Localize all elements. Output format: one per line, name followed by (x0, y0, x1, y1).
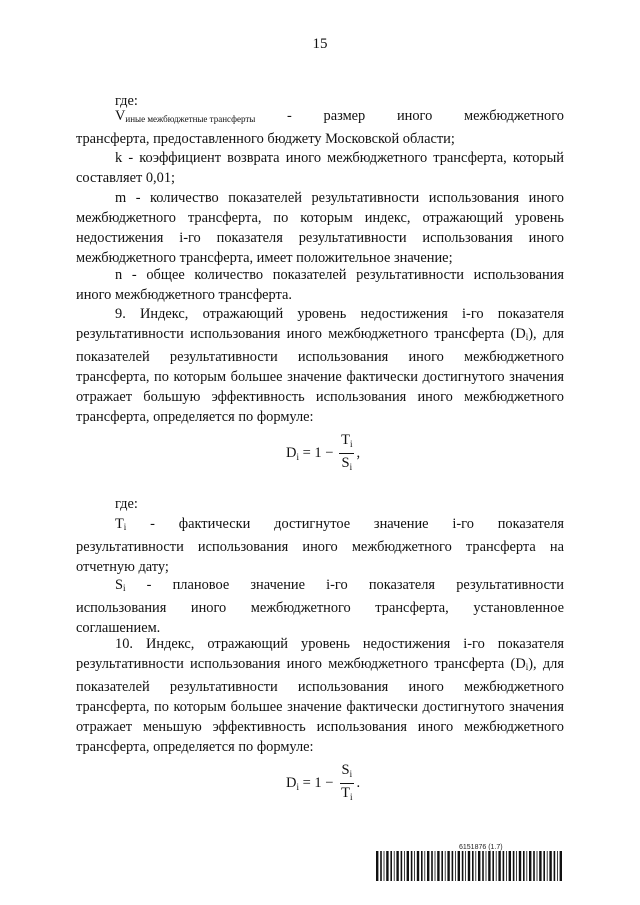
paragraph-10-before: 10. Индекс, отражающий уровень недостижения i-го показателя результативности использования иного межбюджетного трансферта (D (76, 636, 564, 672)
barcode-image (376, 851, 562, 881)
v-dash: - (287, 108, 292, 124)
v-definition-line-2: трансферта, предоставленного бюджету Московской области; (76, 131, 455, 147)
v-subscript: иные межбюджетные трансферты (125, 114, 256, 124)
formula-2-eq: = 1 − (302, 774, 334, 791)
ti-definition-rest: результативности использования иного межбюджетного трансферта на отчетную дату; (76, 539, 564, 575)
n-definition-text: n - общее количество показателей результативности использования иного межбюджетного трансферта. (76, 267, 564, 303)
v-definition (76, 106, 564, 149)
formula-2-num-sub: i (349, 769, 353, 779)
si-word-5: результативности (456, 577, 564, 593)
ti-subscript: i (123, 522, 127, 532)
formula-2-numerator (340, 762, 355, 784)
si-definition (76, 575, 564, 638)
formula-1-den-sub: i (349, 462, 353, 472)
si-word-2: значение (250, 577, 305, 593)
si-subscript: i (123, 583, 126, 593)
v-word-2: иного (396, 108, 433, 124)
formula-1-num-sub: i (349, 439, 353, 449)
formula-1-fraction (339, 432, 354, 475)
formula-1-eq: = 1 − (302, 444, 334, 461)
formula-1 (286, 432, 360, 475)
si-word-3: i-го (326, 577, 348, 593)
si-symbol: S (115, 577, 124, 593)
paragraph-10-text (76, 634, 564, 757)
formula-2 (286, 762, 360, 805)
formula-1-lhs-sub: i (296, 451, 299, 462)
formula-2-lhs: D (286, 774, 297, 791)
ti-word-3: значение (373, 516, 429, 532)
k-definition (76, 148, 564, 188)
formula-2-den-sub: i (349, 792, 353, 802)
ti-dash: - (150, 516, 155, 532)
paragraph-9 (76, 304, 564, 427)
ti-symbol-group (115, 514, 126, 537)
page-number: 15 (312, 36, 328, 52)
formula-2-lhs-sub: i (296, 781, 299, 792)
v-word-3: межбюджетного (463, 108, 564, 124)
m-definition-text: m - количество показателей результативности использования иного межбюджетного трансферта, по которым индекс, отражающий уровень недостижения i-го показателя результативности использования иного межбюджетного трансферта, имеет положительное значение; (76, 190, 564, 266)
ti-definition (76, 514, 564, 577)
formula-1-den-symbol: S (341, 455, 350, 471)
paragraph-9-after: ), для показателей результативности использования иного межбюджетного трансферта, по которым большее значение фактически достигнутого значения отражает большую эффективность использования иного межбюджетного трансферта, определяется по формуле: (76, 326, 564, 425)
ti-word-1: фактически (178, 516, 251, 532)
where-label-1: где: (115, 93, 138, 109)
v-word-1: размер (323, 108, 366, 124)
si-definition-rest: использования иного межбюджетного трансферта, установленное соглашением. (76, 600, 564, 636)
formula-2-num-symbol: S (341, 762, 350, 778)
paragraph-10-sub: i (525, 662, 529, 672)
si-word-1: плановое (172, 577, 230, 593)
formula-1-denominator (340, 454, 355, 475)
si-symbol-group (115, 575, 126, 598)
m-definition (76, 188, 564, 268)
formula-1-numerator (339, 432, 354, 454)
paragraph-10-after: ), для показателей результативности использования иного межбюджетного трансферта, по которым большее значение фактически достигнутого значения отражает меньшую эффективность использования иного межбюджетного трансферта, определяется по формуле: (76, 656, 564, 755)
ti-word-2: достигнутое (274, 516, 351, 532)
barcode-code: 6151876 (1.7) (459, 844, 503, 851)
formula-1-end: , (356, 444, 361, 461)
si-word-4: показателя (368, 577, 436, 593)
ti-word-4: i-го (452, 516, 474, 532)
k-definition-text: k - коэффициент возврата иного межбюджетного трансферта, который составляет 0,01; (76, 150, 564, 186)
paragraph-10 (76, 634, 564, 757)
formula-2-den-symbol: T (341, 785, 350, 801)
formula-2-fraction (339, 762, 354, 805)
where-label-2: где: (115, 496, 138, 512)
si-dash: - (146, 577, 152, 593)
formula-1-lhs: D (286, 444, 297, 461)
n-definition (76, 265, 564, 305)
v-symbol: V (115, 108, 126, 124)
paragraph-9-sub: i (525, 332, 529, 342)
ti-symbol: T (115, 516, 124, 532)
paragraph-9-before: 9. Индекс, отражающий уровень недостижения i-го показателя результативности использования иного межбюджетного трансферта (D (76, 306, 564, 342)
ti-word-5: показателя (497, 516, 564, 532)
formula-2-denominator (339, 784, 354, 805)
formula-2-end: . (356, 774, 361, 791)
formula-1-num-symbol: T (341, 432, 350, 448)
paragraph-9-text (76, 304, 564, 427)
v-symbol-group (115, 106, 255, 129)
